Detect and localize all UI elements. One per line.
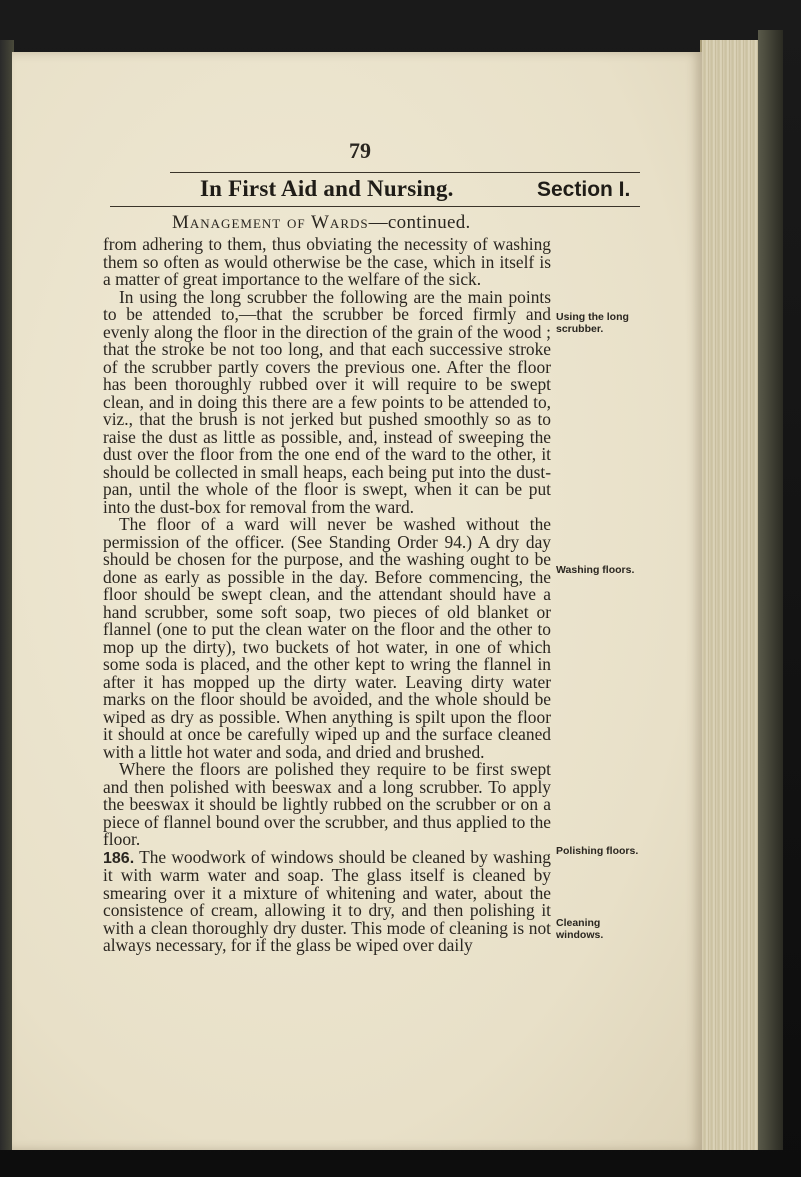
page-number: 79 bbox=[349, 138, 371, 163]
chapter-heading-continued: —continued. bbox=[368, 212, 471, 233]
page-edges bbox=[700, 40, 764, 1150]
paragraph-number: 186. bbox=[103, 849, 135, 867]
paragraph-continuation: from adhering to them, thus obviating the necessity of washing them so often as would otherwise be the case, which in itself is a matter of great importance to the welfare of the sick. bbox=[103, 234, 551, 289]
paragraph-washing-floors: The floor of a ward will never be washed without the permission of the officer. (See Standing Order 94.) A dry day should be chosen for the purpose, and the washing ought to be done as early as possible in the day. Before commencing, the floor should be swept clean, and the attendant should have a hand scrubber, some soft soap, two pieces of old blanket or flannel (one to put the clean water on the floor and the other to mop up the dirty), two buckets of hot water, in one of which some soda is placed, and the other kept to wring the flannel in after it has mopped up the dirty water. Leaving dirty water marks on the floor should be avoided, and the whole should be wiped as dry as possible. When anything is spilt upon the floor it should at once be carefully wiped up and the surface cleaned with a little hot water and soda, and dried and brushed. bbox=[103, 514, 551, 762]
header-rule-bottom bbox=[110, 206, 640, 207]
paragraph-long-scrubber: In using the long scrubber the following are the main points to be attended to,—that the scrubber be forced firmly and evenly along the floor in the direction of the grain of the wood ; that the stroke be not too long, and that each successive stroke of the scrubber partly covers the previous one. After the floor has been thoroughly rubbed over it will require to be swept clean, and in doing this there are a few points to be attended to, viz., that the brush is not jerked but pushed smoothly so as to raise the dust as little as possible, and, instead of sweeping the dust over the floor from the one end of the ward to the other, it should be collected in small heaps, each being put into the dust-pan, until the whole of the floor is swept, when it can be put into the dust-box for removal from the ward. bbox=[103, 286, 551, 517]
paragraph-186 bbox=[103, 846, 551, 955]
chapter-heading-title: Management of Wards bbox=[172, 212, 369, 233]
book-cover-edge bbox=[758, 30, 783, 1150]
margin-note-polishing-floors: Polishing floors. bbox=[556, 845, 639, 857]
margin-note-long-scrubber: Using the long scrubber. bbox=[556, 311, 629, 335]
running-head-section: Section I. bbox=[537, 178, 631, 201]
paragraph-polishing-floors: Where the floors are polished they require to be first swept and then polished with beeswax and a long scrubber. To apply the beeswax it should be lightly rubbed on the scrubber or on a piece of flannel bound over the scrubber, and thus applied to the floor. bbox=[103, 759, 551, 849]
paragraph-186-text: The woodwork of windows should be cleaned by washing it with warm water and soap. The glass itself is cleaned by smearing over it a mixture of whitening and water, about the consistence of cream, allowing it to dry, and then polishing it with a clean thoroughly dry duster. This mode of cleaning is not always necessary, for if the glass be wiped over daily bbox=[103, 846, 551, 955]
header-rule-top bbox=[170, 172, 640, 173]
running-head-title: In First Aid and Nursing. bbox=[200, 176, 454, 201]
body-text bbox=[103, 236, 551, 955]
chapter-heading bbox=[172, 212, 471, 234]
margin-note-washing-floors: Washing floors. bbox=[556, 564, 635, 576]
margin-note-cleaning-windows: Cleaning windows. bbox=[556, 917, 604, 941]
